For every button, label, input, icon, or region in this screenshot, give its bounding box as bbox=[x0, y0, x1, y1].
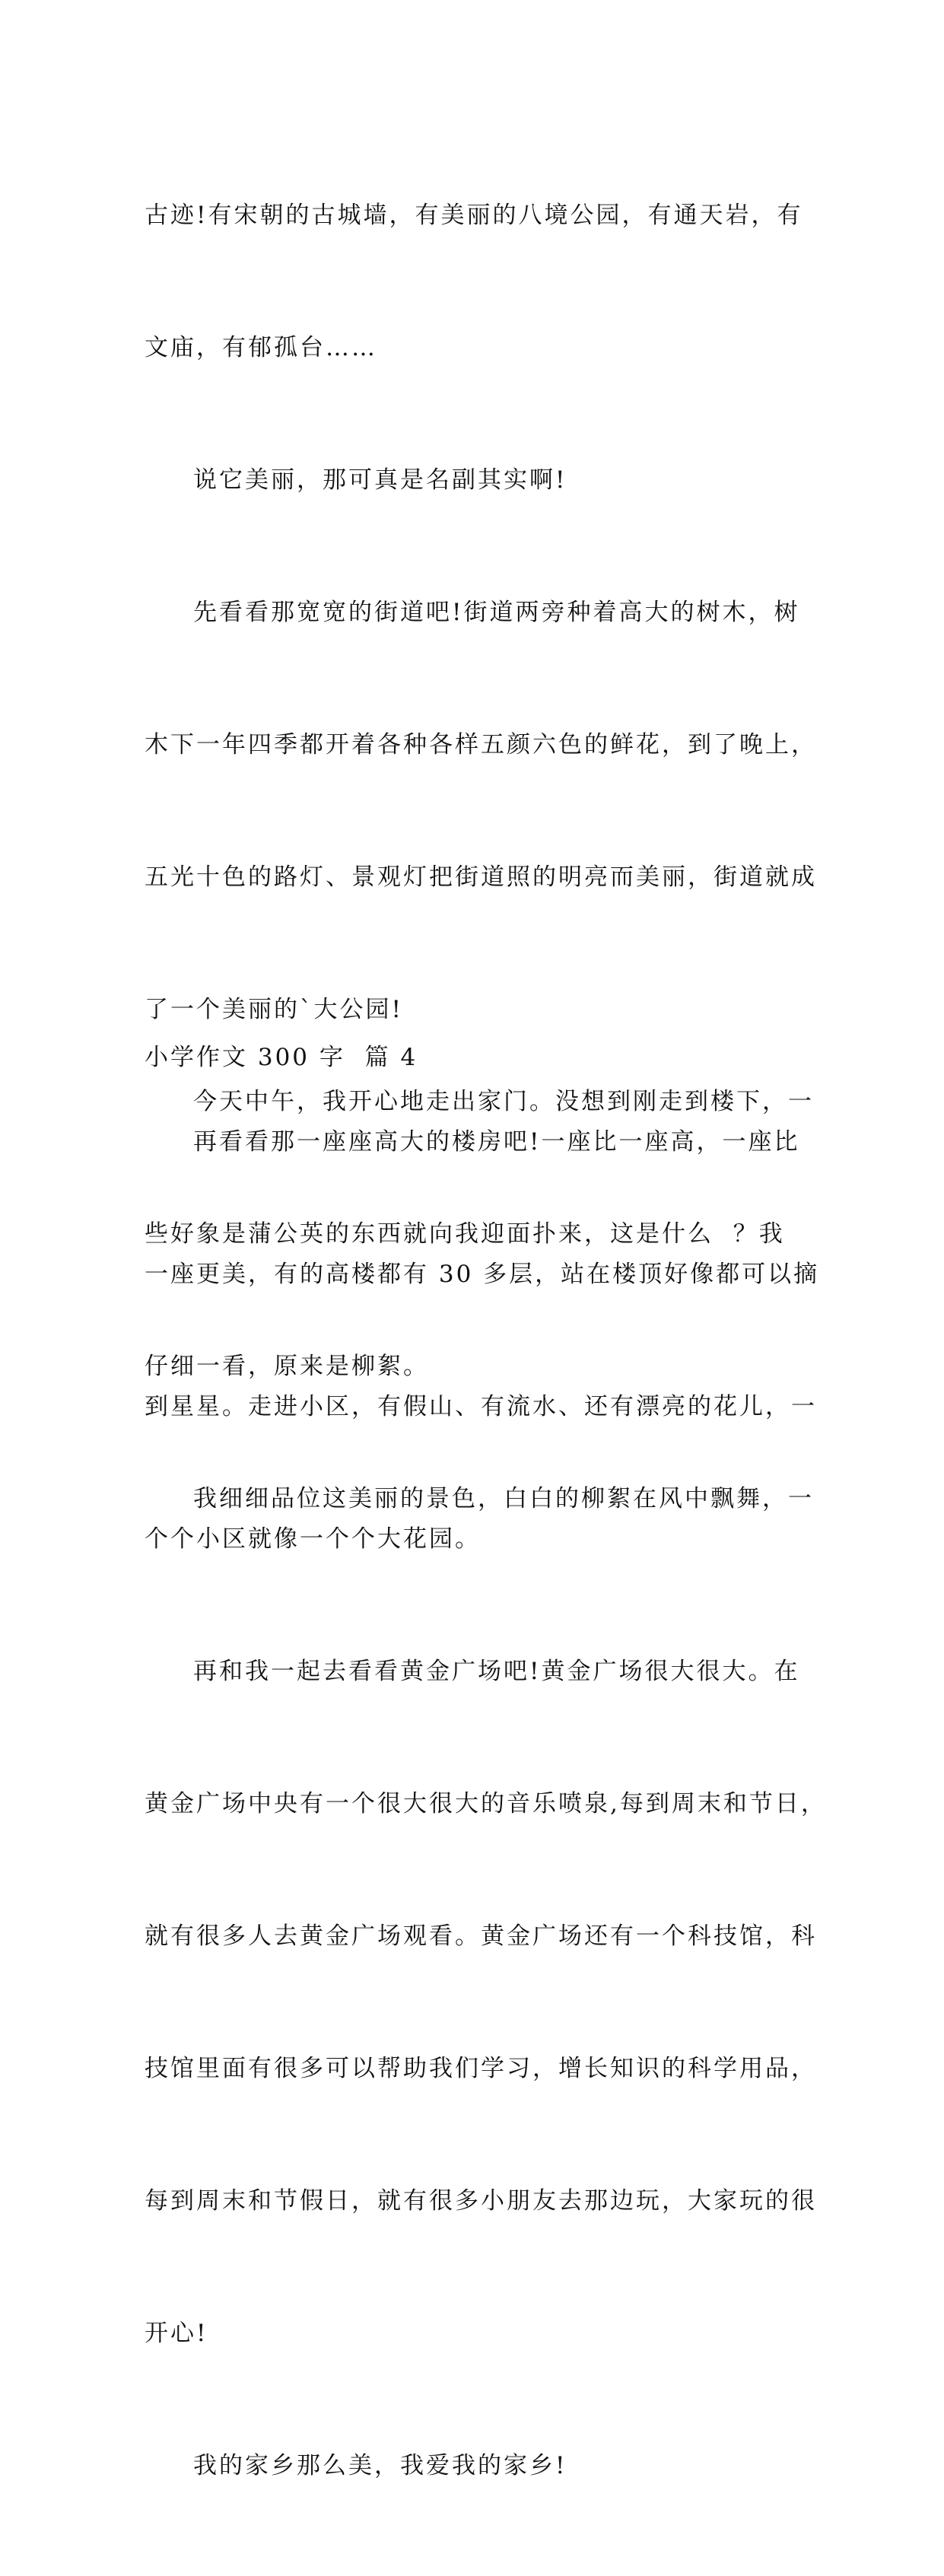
text-line: 就有很多人去黄金广场观看。黄金广场还有一个科技馆，科 bbox=[145, 1922, 817, 1950]
text-line: 到星星。走进小区，有假山、有流水、还有漂亮的花儿，一 bbox=[145, 1393, 817, 1420]
text-line: 技馆里面有很多可以帮助我们学习，增长知识的科学用品， bbox=[145, 2055, 817, 2082]
text-line: 个个小区就像一个个大花园。 bbox=[145, 1525, 481, 1553]
text-line: 黄金广场中央有一个很大很大的音乐喷泉,每到周末和节日， bbox=[145, 1790, 827, 1818]
text-line: 再看看那一座座高大的楼房吧!一座比一座高，一座比 bbox=[193, 1128, 800, 1156]
text-line: 一座更美，有的高楼都有 30 多层，站在楼顶好像都可以摘 bbox=[145, 1261, 820, 1288]
text-line: 我细细品位这美丽的景色，白白的柳絮在风中飘舞，一 bbox=[193, 1485, 814, 1512]
text-line: 说它美丽，那可真是名副其实啊! bbox=[193, 466, 567, 494]
text-line: 了一个美丽的`大公园! bbox=[145, 996, 403, 1023]
text-line: 文庙，有郁孤台…… bbox=[145, 334, 377, 361]
text-line: 今天中午，我开心地走出家门。没想到刚走到楼下，一 bbox=[193, 1088, 814, 1115]
text-line: 每到周末和节假日，就有很多小朋友去那边玩，大家玩的很 bbox=[145, 2187, 817, 2215]
section-heading: 小学作文 300 字 篇 4 bbox=[145, 1044, 418, 1071]
text-line: 仔细一看，原来是柳絮。 bbox=[145, 1353, 429, 1380]
text-line: 古迹!有宋朝的古城墙，有美丽的八境公园，有通天岩，有 bbox=[145, 202, 803, 229]
text-line: 再和我一起去看看黄金广场吧!黄金广场很大很大。在 bbox=[193, 1658, 800, 1685]
text-line: 些好象是蒲公英的东西就向我迎面扑来，这是什么 ？我 bbox=[145, 1220, 785, 1248]
text-line: 木下一年四季都开着各种各样五颜六色的鲜花，到了晚上， bbox=[145, 731, 817, 758]
text-line: 开心! bbox=[145, 2320, 208, 2347]
text-line: 先看看那宽宽的街道吧!街道两旁种着高大的树木，树 bbox=[193, 599, 800, 626]
text-line: 五光十色的路灯、景观灯把街道照的明亮而美丽，街道就成 bbox=[145, 863, 817, 891]
text-line: 我的家乡那么美，我爱我的家乡! bbox=[193, 2452, 567, 2479]
essay-body-2 bbox=[145, 991, 820, 1609]
